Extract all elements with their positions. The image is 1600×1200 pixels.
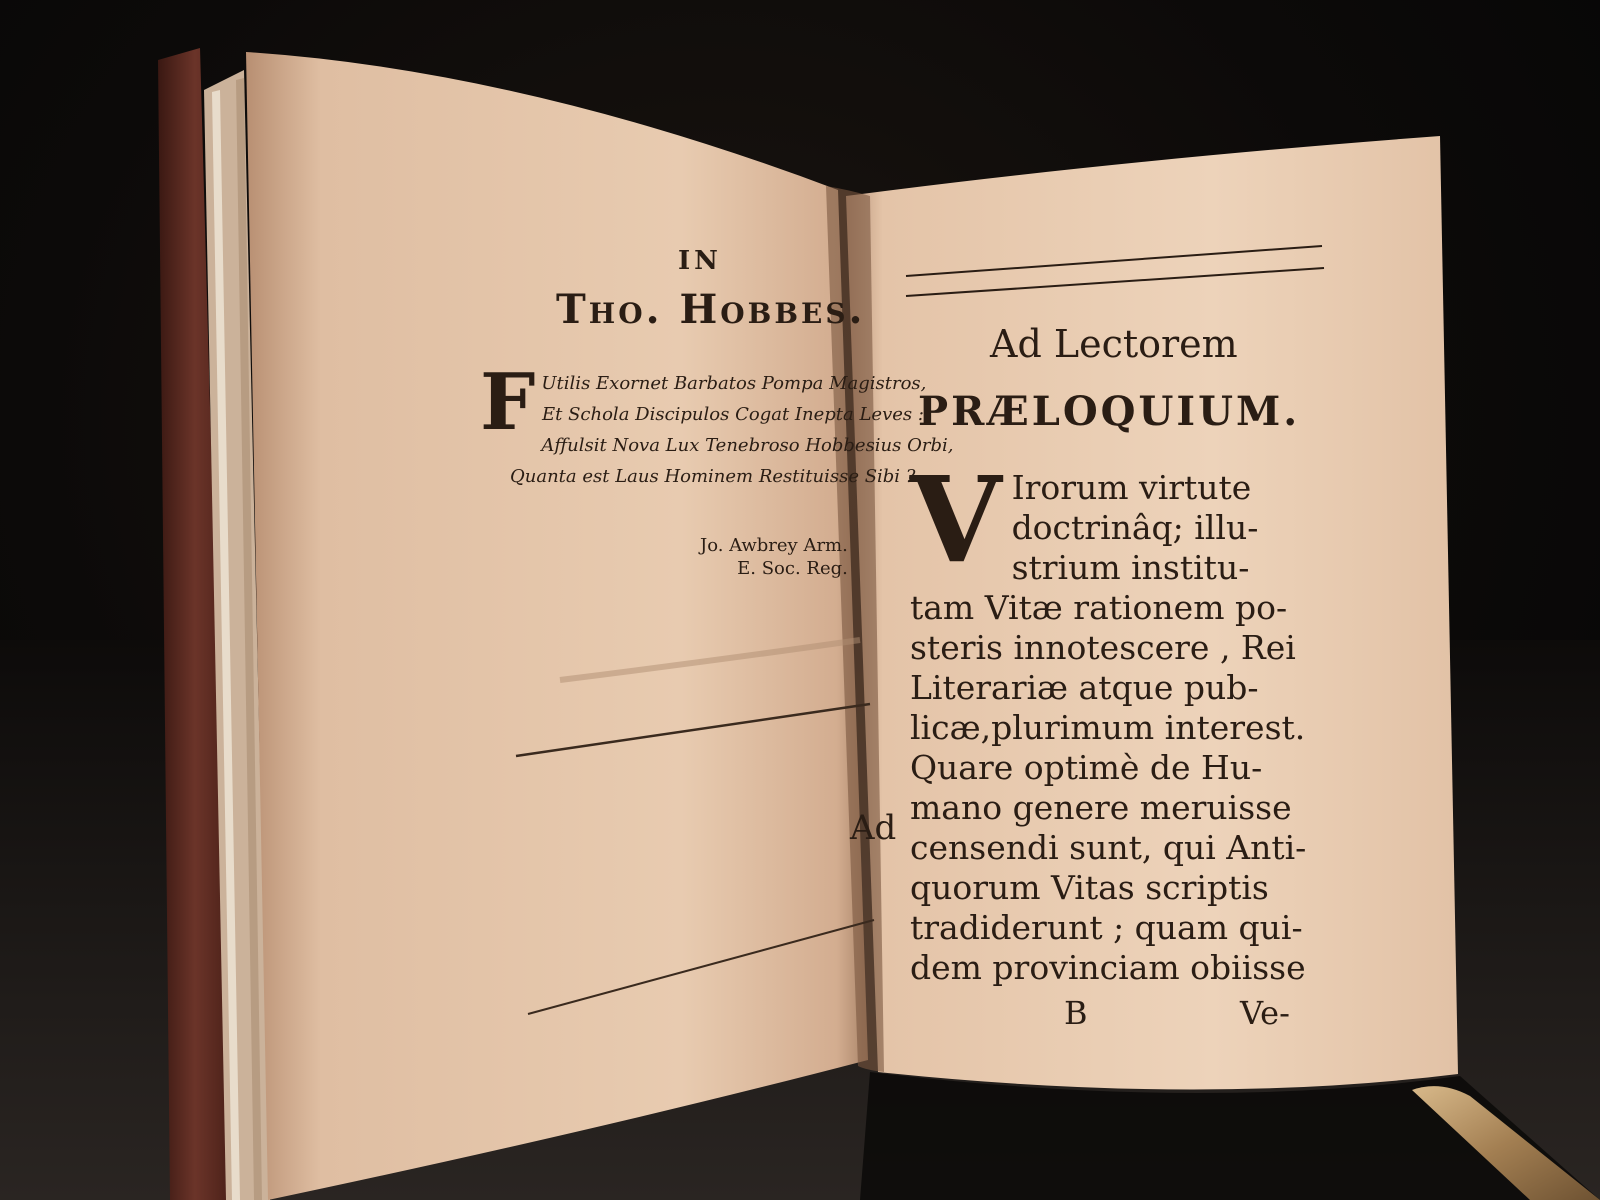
poem-line: Affulsit Nova Lux Tenebroso Hobbesius Orbi, bbox=[541, 435, 954, 456]
body-line: licæ,plurimum interest. bbox=[910, 708, 1306, 747]
left-heading-name: Tho. Hobbes. bbox=[556, 286, 866, 333]
right-catchword: Ve- bbox=[1240, 994, 1290, 1032]
right-signature-mark: B bbox=[1064, 994, 1088, 1032]
body-line: mano genere meruisse bbox=[910, 788, 1292, 827]
poem-dropcap: F bbox=[480, 357, 536, 448]
right-body-text bbox=[910, 450, 1328, 988]
body-line: tradiderunt ; quam qui- bbox=[910, 908, 1303, 947]
body-line: Irorum virtute bbox=[1011, 468, 1252, 507]
body-dropcap: V bbox=[910, 450, 1002, 589]
author-affiliation: E. Soc. Reg. bbox=[737, 558, 848, 579]
author-name: Jo. Awbrey Arm. bbox=[700, 535, 848, 556]
left-heading-in: IN bbox=[678, 246, 722, 276]
body-line: dem provinciam obiisse bbox=[910, 948, 1306, 987]
body-line: strium institu- bbox=[1011, 548, 1250, 587]
body-line: Quare optimè de Hu- bbox=[910, 748, 1263, 787]
body-line: quorum Vitas scriptis bbox=[910, 868, 1269, 907]
body-line: steris innotescere , Rei bbox=[910, 628, 1296, 667]
body-line: doctrinâq; illu- bbox=[1011, 508, 1259, 547]
left-poem bbox=[480, 357, 954, 492]
poem-line: Utilis Exornet Barbatos Pompa Magistros, bbox=[541, 373, 927, 394]
left-catchword: Ad bbox=[850, 808, 897, 848]
poem-line: Quanta est Laus Hominem Restituisse Sibi ? bbox=[510, 466, 916, 487]
poem-line: Et Schola Discipulos Cogat Inepta Leves : bbox=[542, 404, 924, 425]
right-title-line2: PRÆLOQUIUM. bbox=[918, 388, 1301, 435]
poem-author bbox=[700, 534, 848, 580]
body-line: tam Vitæ rationem po- bbox=[910, 588, 1288, 627]
body-line: censendi sunt, qui Anti- bbox=[910, 828, 1307, 867]
right-title-line1: Ad Lectorem bbox=[990, 322, 1238, 366]
body-line: Literariæ atque pub- bbox=[910, 668, 1259, 707]
